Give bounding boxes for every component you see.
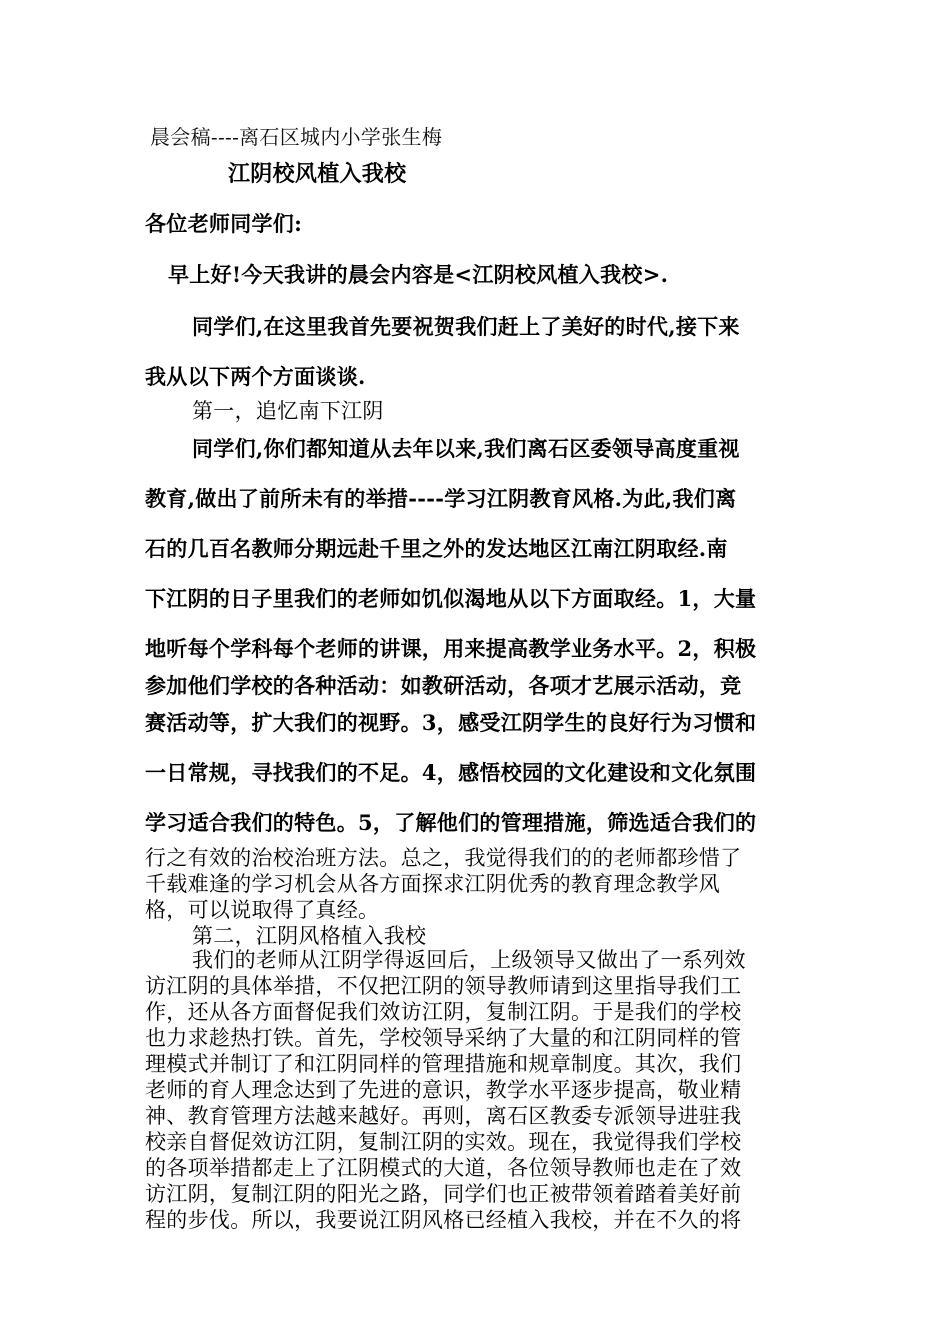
greeting-line: 早上好!今天我讲的晨会内容是<江阴校风植入我校>.	[168, 262, 669, 287]
paragraph-line: 学习适合我们的特色。5，了解他们的管理措施，筛选适合我们的	[145, 810, 757, 835]
paragraph-line: 行之有效的治校治班方法。总之，我觉得我们的的老师都珍惜了	[145, 846, 742, 870]
document-title: 江阴校风植入我校	[228, 161, 407, 187]
paragraph-line: 访江阴，复制江阴的阳光之路，同学们也正被带领着踏着美好前	[145, 1182, 742, 1206]
paragraph-line: 的各项举措都走上了江阴模式的大道，各位领导教师也走在了效	[145, 1156, 742, 1180]
paragraph-line: 千载难逢的学习机会从各方面探求江阴优秀的教育理念教学风	[145, 872, 721, 896]
paragraph-line: 校亲自督促效访江阴，复制江阴的实效。现在，我觉得我们学校	[145, 1130, 742, 1154]
paragraph-line: 地听每个学科每个老师的讲课，用来提高教学业务水平。2，积极	[145, 636, 757, 661]
paragraph-line: 石的几百名教师分期远赴千里之外的发达地区江南江阴取经.南	[145, 536, 728, 561]
paragraph-line: 格，可以说取得了真经。	[145, 898, 380, 922]
paragraph-line: 同学们,你们都知道从去年以来,我们离石区委领导高度重视	[192, 436, 740, 461]
paragraph-line: 参加他们学校的各种活动：如教研活动，各项才艺展示活动，竞	[145, 673, 742, 698]
paragraph-line: 下江阴的日子里我们的老师如饥似渴地从以下方面取经。1，大量	[145, 586, 757, 611]
section-heading-1: 第一，追忆南下江阴	[192, 399, 384, 423]
byline: 晨会稿----离石区城内小学张生梅	[150, 125, 443, 149]
paragraph-line: 我们的老师从江阴学得返回后，上级领导又做出了一系列效	[192, 948, 746, 972]
paragraph-line: 教育,做出了前所未有的举措----学习江阴教育风格.为此,我们离	[145, 486, 737, 511]
paragraph-line: 理模式并制订了和江阴同样的管理措施和规章制度。其次，我们	[145, 1052, 742, 1076]
paragraph-line: 神、教育管理方法越来越好。再则，离石区教委专派领导进驻我	[145, 1104, 742, 1128]
paragraph-line: 我从以下两个方面谈谈.	[145, 364, 366, 389]
paragraph-line: 访江阴的具体举措，不仅把江阴的领导教师请到这里指导我们工	[145, 974, 742, 998]
paragraph-line: 程的步伐。所以，我要说江阴风格已经植入我校，并在不久的将	[145, 1208, 742, 1232]
paragraph-line: 一日常规，寻找我们的不足。4，感悟校园的文化建设和文化氛围	[145, 760, 757, 785]
paragraph-line: 老师的育人理念达到了先进的意识，教学水平逐步提高，敬业精	[145, 1078, 742, 1102]
paragraph-line: 同学们,在这里我首先要祝贺我们赶上了美好的时代,接下来	[192, 314, 740, 339]
paragraph-line: 作，还从各方面督促我们效访江阴，复制江阴。于是我们的学校	[145, 1000, 742, 1024]
section-heading-2: 第二，江阴风格植入我校	[192, 924, 427, 948]
paragraph-line: 也力求趁热打铁。首先，学校领导采纳了大量的和江阴同样的管	[145, 1026, 742, 1050]
paragraph-line: 赛活动等，扩大我们的视野。3，感受江阴学生的良好行为习惯和	[145, 710, 757, 735]
salutation: 各位老师同学们:	[145, 211, 303, 236]
